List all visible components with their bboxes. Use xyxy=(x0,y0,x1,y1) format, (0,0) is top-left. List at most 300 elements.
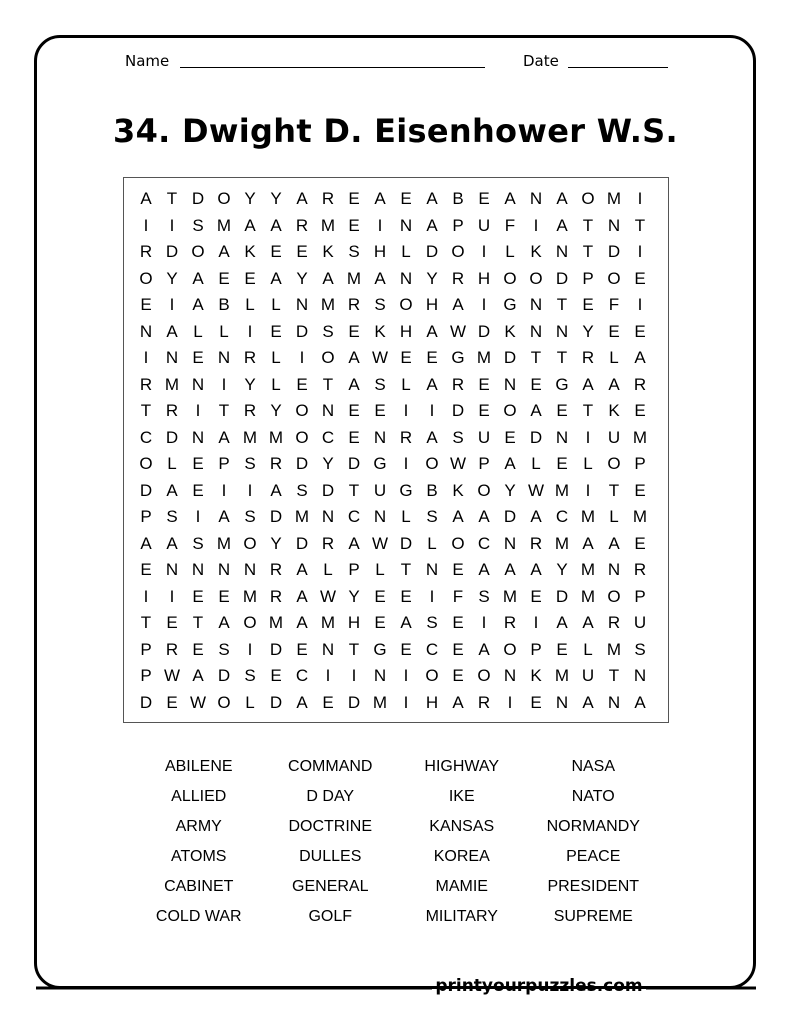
grid-cell[interactable]: D xyxy=(295,454,309,473)
grid-cell[interactable]: D xyxy=(399,533,413,553)
grid-cell[interactable]: E xyxy=(556,639,568,659)
grid-cell[interactable]: M xyxy=(320,613,336,632)
grid-cell[interactable]: E xyxy=(452,613,464,632)
grid-cell[interactable]: E xyxy=(556,454,568,473)
grid-cell[interactable]: Y xyxy=(582,321,594,341)
grid-cell[interactable]: Y xyxy=(244,189,256,208)
grid-cell[interactable]: E xyxy=(374,401,386,420)
grid-cell[interactable]: L xyxy=(245,692,255,712)
grid-cell[interactable]: R xyxy=(165,639,179,659)
grid-cell[interactable]: K xyxy=(452,480,464,500)
grid-cell[interactable]: F xyxy=(452,586,464,606)
grid-cell[interactable]: T xyxy=(400,560,412,579)
grid-cell[interactable]: A xyxy=(556,189,568,208)
grid-cell[interactable]: A xyxy=(556,215,568,235)
grid-cell[interactable]: K xyxy=(608,401,620,420)
grid-cell[interactable]: L xyxy=(323,560,333,579)
grid-cell[interactable]: T xyxy=(348,639,360,659)
grid-cell[interactable]: A xyxy=(192,666,204,685)
grid-cell[interactable]: A xyxy=(348,533,360,553)
grid-cell[interactable]: O xyxy=(451,533,465,553)
grid-cell[interactable]: N xyxy=(503,666,517,685)
grid-cell[interactable]: E xyxy=(218,586,230,606)
grid-cell[interactable]: O xyxy=(477,480,491,500)
grid-cell[interactable]: D xyxy=(295,321,309,341)
name-field[interactable] xyxy=(180,67,485,68)
grid-cell[interactable]: M xyxy=(606,189,622,208)
grid-cell[interactable]: N xyxy=(555,321,569,341)
grid-cell[interactable]: I xyxy=(403,401,409,420)
grid-cell[interactable]: E xyxy=(166,692,178,712)
grid-cell[interactable]: A xyxy=(530,507,542,526)
grid-cell[interactable]: I xyxy=(299,348,305,367)
grid-cell[interactable]: E xyxy=(348,189,360,208)
grid-cell[interactable]: E xyxy=(634,401,646,420)
grid-cell[interactable]: T xyxy=(634,215,646,235)
grid-cell[interactable]: C xyxy=(139,427,153,447)
grid-cell[interactable]: P xyxy=(218,454,230,473)
grid-cell[interactable]: L xyxy=(375,560,385,579)
grid-cell[interactable]: L xyxy=(401,242,411,261)
grid-cell[interactable]: I xyxy=(143,215,149,235)
grid-cell[interactable]: O xyxy=(607,268,621,288)
grid-cell[interactable]: S xyxy=(166,507,178,526)
grid-cell[interactable]: N xyxy=(529,189,543,208)
grid-cell[interactable]: S xyxy=(426,613,438,632)
grid-cell[interactable]: R xyxy=(321,533,335,553)
grid-cell[interactable]: G xyxy=(555,374,569,394)
grid-cell[interactable]: A xyxy=(426,427,438,447)
grid-cell[interactable]: D xyxy=(269,639,283,659)
grid-cell[interactable]: R xyxy=(451,268,465,288)
grid-cell[interactable]: R xyxy=(243,401,257,420)
grid-cell[interactable]: M xyxy=(372,692,388,712)
grid-cell[interactable]: O xyxy=(581,189,595,208)
grid-cell[interactable]: U xyxy=(581,666,595,685)
grid-cell[interactable]: W xyxy=(189,692,207,712)
grid-cell[interactable]: A xyxy=(478,639,490,659)
grid-cell[interactable]: A xyxy=(140,533,152,553)
grid-cell[interactable]: E xyxy=(478,374,490,394)
grid-cell[interactable]: O xyxy=(139,454,153,473)
grid-cell[interactable]: S xyxy=(322,321,334,341)
grid-cell[interactable]: D xyxy=(165,427,179,447)
grid-cell[interactable]: W xyxy=(163,666,181,685)
grid-cell[interactable]: I xyxy=(169,295,175,314)
grid-cell[interactable]: M xyxy=(268,427,284,447)
grid-cell[interactable]: E xyxy=(322,692,334,712)
grid-cell[interactable]: N xyxy=(295,295,309,314)
grid-cell[interactable]: H xyxy=(373,242,387,261)
grid-cell[interactable]: N xyxy=(165,348,179,367)
grid-cell[interactable]: N xyxy=(555,427,569,447)
grid-cell[interactable]: N xyxy=(399,268,413,288)
grid-cell[interactable]: M xyxy=(502,586,518,606)
grid-cell[interactable]: I xyxy=(481,295,487,314)
grid-cell[interactable]: R xyxy=(633,560,647,579)
grid-cell[interactable]: F xyxy=(504,215,516,235)
grid-cell[interactable]: S xyxy=(452,427,464,447)
grid-cell[interactable]: E xyxy=(400,189,412,208)
grid-cell[interactable]: O xyxy=(217,189,231,208)
grid-cell[interactable]: A xyxy=(296,189,308,208)
grid-cell[interactable]: M xyxy=(606,639,622,659)
grid-cell[interactable]: A xyxy=(582,533,594,553)
grid-cell[interactable]: A xyxy=(192,295,204,314)
grid-cell[interactable]: O xyxy=(451,242,465,261)
grid-cell[interactable]: L xyxy=(583,639,593,659)
grid-cell[interactable]: D xyxy=(503,348,517,367)
grid-cell[interactable]: A xyxy=(582,613,594,632)
grid-cell[interactable]: E xyxy=(348,321,360,341)
grid-cell[interactable]: E xyxy=(348,427,360,447)
grid-cell[interactable]: N xyxy=(633,666,647,685)
grid-cell[interactable]: E xyxy=(634,533,646,553)
grid-cell[interactable]: N xyxy=(191,374,205,394)
grid-cell[interactable]: T xyxy=(140,613,152,632)
grid-cell[interactable]: A xyxy=(530,401,542,420)
grid-cell[interactable]: A xyxy=(504,189,516,208)
grid-cell[interactable]: O xyxy=(607,454,621,473)
grid-cell[interactable]: A xyxy=(218,507,230,526)
grid-cell[interactable]: A xyxy=(400,613,412,632)
grid-cell[interactable]: L xyxy=(271,374,281,394)
grid-cell[interactable]: O xyxy=(607,586,621,606)
grid-cell[interactable]: M xyxy=(242,427,258,447)
grid-cell[interactable]: N xyxy=(191,560,205,579)
grid-cell[interactable]: A xyxy=(504,560,516,579)
grid-cell[interactable]: E xyxy=(582,295,594,314)
grid-cell[interactable]: E xyxy=(270,242,282,261)
grid-cell[interactable]: Y xyxy=(166,268,178,288)
grid-cell[interactable]: T xyxy=(166,189,178,208)
grid-cell[interactable]: C xyxy=(477,533,491,553)
grid-cell[interactable]: A xyxy=(296,613,308,632)
grid-cell[interactable]: O xyxy=(503,268,517,288)
grid-cell[interactable]: R xyxy=(529,533,543,553)
grid-cell[interactable]: N xyxy=(373,666,387,685)
grid-cell[interactable]: E xyxy=(244,268,256,288)
grid-cell[interactable]: S xyxy=(374,374,386,394)
grid-cell[interactable]: A xyxy=(556,613,568,632)
grid-cell[interactable]: P xyxy=(634,586,646,606)
grid-cell[interactable]: A xyxy=(582,374,594,394)
grid-cell[interactable]: E xyxy=(140,295,152,314)
grid-cell[interactable]: R xyxy=(399,427,413,447)
grid-cell[interactable]: M xyxy=(294,507,310,526)
grid-cell[interactable]: D xyxy=(139,692,153,712)
grid-cell[interactable]: K xyxy=(504,321,516,341)
grid-cell[interactable]: Y xyxy=(296,268,308,288)
grid-cell[interactable]: K xyxy=(244,242,256,261)
grid-cell[interactable]: R xyxy=(295,215,309,235)
grid-cell[interactable]: W xyxy=(371,533,389,553)
grid-cell[interactable]: I xyxy=(247,321,253,341)
grid-cell[interactable]: T xyxy=(530,348,542,367)
grid-cell[interactable]: N xyxy=(529,295,543,314)
grid-cell[interactable]: M xyxy=(320,295,336,314)
grid-cell[interactable]: N xyxy=(373,507,387,526)
grid-cell[interactable]: E xyxy=(634,321,646,341)
grid-cell[interactable]: W xyxy=(371,348,389,367)
grid-cell[interactable]: E xyxy=(166,613,178,632)
grid-cell[interactable]: A xyxy=(608,533,620,553)
grid-cell[interactable]: E xyxy=(218,268,230,288)
grid-cell[interactable]: D xyxy=(555,586,569,606)
grid-cell[interactable]: L xyxy=(401,507,411,526)
grid-cell[interactable]: S xyxy=(218,639,230,659)
grid-cell[interactable]: D xyxy=(529,427,543,447)
grid-cell[interactable]: P xyxy=(140,639,152,659)
grid-cell[interactable]: E xyxy=(192,639,204,659)
grid-cell[interactable]: M xyxy=(268,613,284,632)
grid-cell[interactable]: A xyxy=(322,268,334,288)
grid-cell[interactable]: R xyxy=(139,242,153,261)
grid-cell[interactable]: R xyxy=(607,613,621,632)
grid-cell[interactable]: I xyxy=(195,507,201,526)
grid-cell[interactable]: E xyxy=(504,427,516,447)
grid-cell[interactable]: I xyxy=(481,613,487,632)
grid-cell[interactable]: H xyxy=(425,295,439,314)
grid-cell[interactable]: W xyxy=(319,586,337,606)
grid-cell[interactable]: E xyxy=(348,401,360,420)
grid-cell[interactable]: L xyxy=(609,348,619,367)
grid-cell[interactable]: L xyxy=(271,295,281,314)
grid-cell[interactable]: L xyxy=(401,374,411,394)
grid-cell[interactable]: O xyxy=(425,454,439,473)
grid-cell[interactable]: S xyxy=(296,480,308,500)
grid-cell[interactable]: T xyxy=(556,348,568,367)
grid-cell[interactable]: N xyxy=(165,560,179,579)
grid-cell[interactable]: M xyxy=(346,268,362,288)
grid-cell[interactable]: W xyxy=(449,321,467,341)
grid-cell[interactable]: D xyxy=(139,480,153,500)
grid-cell[interactable]: R xyxy=(503,613,517,632)
grid-cell[interactable]: E xyxy=(192,348,204,367)
grid-cell[interactable]: T xyxy=(608,666,620,685)
grid-cell[interactable]: A xyxy=(244,215,256,235)
grid-cell[interactable]: N xyxy=(321,507,335,526)
grid-cell[interactable]: D xyxy=(347,692,361,712)
grid-cell[interactable]: O xyxy=(295,427,309,447)
grid-cell[interactable]: R xyxy=(165,401,179,420)
grid-cell[interactable]: R xyxy=(243,348,257,367)
grid-cell[interactable]: E xyxy=(374,613,386,632)
grid-cell[interactable]: P xyxy=(140,666,152,685)
grid-cell[interactable]: I xyxy=(637,295,643,314)
grid-cell[interactable]: K xyxy=(530,242,542,261)
grid-cell[interactable]: A xyxy=(348,348,360,367)
grid-cell[interactable]: E xyxy=(270,321,282,341)
grid-cell[interactable]: O xyxy=(529,268,543,288)
grid-cell[interactable]: T xyxy=(192,613,204,632)
grid-cell[interactable]: L xyxy=(505,242,515,261)
grid-cell[interactable]: O xyxy=(243,613,257,632)
grid-cell[interactable]: S xyxy=(426,507,438,526)
grid-cell[interactable]: A xyxy=(166,480,178,500)
grid-cell[interactable]: A xyxy=(296,560,308,579)
grid-cell[interactable]: P xyxy=(582,268,594,288)
grid-cell[interactable]: S xyxy=(374,295,386,314)
grid-cell[interactable]: A xyxy=(426,374,438,394)
grid-cell[interactable]: O xyxy=(295,401,309,420)
grid-cell[interactable]: E xyxy=(452,666,464,685)
grid-cell[interactable]: E xyxy=(452,639,464,659)
grid-cell[interactable]: G xyxy=(451,348,465,367)
grid-cell[interactable]: T xyxy=(582,401,594,420)
grid-cell[interactable]: S xyxy=(244,507,256,526)
grid-cell[interactable]: O xyxy=(477,666,491,685)
grid-cell[interactable]: G xyxy=(503,295,517,314)
grid-cell[interactable]: B xyxy=(426,480,438,500)
grid-cell[interactable]: A xyxy=(192,268,204,288)
grid-cell[interactable]: N xyxy=(321,639,335,659)
grid-cell[interactable]: E xyxy=(530,586,542,606)
grid-cell[interactable]: E xyxy=(296,639,308,659)
grid-cell[interactable]: A xyxy=(296,586,308,606)
grid-cell[interactable]: H xyxy=(399,321,413,341)
grid-cell[interactable]: Y xyxy=(270,189,282,208)
grid-cell[interactable]: P xyxy=(478,454,490,473)
grid-cell[interactable]: P xyxy=(140,507,152,526)
grid-cell[interactable]: N xyxy=(503,374,517,394)
grid-cell[interactable]: L xyxy=(427,533,437,553)
grid-cell[interactable]: L xyxy=(245,295,255,314)
grid-cell[interactable]: E xyxy=(634,268,646,288)
grid-cell[interactable]: D xyxy=(503,507,517,526)
grid-cell[interactable]: D xyxy=(347,454,361,473)
grid-cell[interactable]: I xyxy=(403,666,409,685)
grid-cell[interactable]: M xyxy=(580,586,596,606)
grid-cell[interactable]: U xyxy=(633,613,647,632)
grid-cell[interactable]: L xyxy=(583,454,593,473)
grid-cell[interactable]: R xyxy=(321,189,335,208)
grid-cell[interactable]: Y xyxy=(244,374,256,394)
grid-cell[interactable]: S xyxy=(634,639,646,659)
grid-cell[interactable]: L xyxy=(219,321,229,341)
grid-cell[interactable]: Y xyxy=(504,480,516,500)
grid-cell[interactable]: H xyxy=(477,268,491,288)
grid-cell[interactable]: M xyxy=(632,427,648,447)
grid-cell[interactable]: T xyxy=(322,374,334,394)
grid-cell[interactable]: A xyxy=(374,189,386,208)
grid-cell[interactable]: E xyxy=(400,639,412,659)
grid-cell[interactable]: D xyxy=(295,533,309,553)
grid-cell[interactable]: R xyxy=(269,560,283,579)
grid-cell[interactable]: R xyxy=(581,348,595,367)
grid-cell[interactable]: E xyxy=(140,560,152,579)
grid-cell[interactable]: Y xyxy=(270,533,282,553)
grid-cell[interactable]: L xyxy=(609,507,619,526)
grid-cell[interactable]: O xyxy=(217,692,231,712)
grid-cell[interactable]: E xyxy=(634,480,646,500)
grid-cell[interactable]: O xyxy=(321,348,335,367)
grid-cell[interactable]: I xyxy=(429,586,435,606)
grid-cell[interactable]: N xyxy=(321,401,335,420)
grid-cell[interactable]: I xyxy=(507,692,513,712)
grid-cell[interactable]: I xyxy=(247,480,253,500)
grid-cell[interactable]: E xyxy=(426,348,438,367)
grid-cell[interactable]: U xyxy=(477,215,491,235)
grid-cell[interactable]: D xyxy=(191,189,205,208)
grid-cell[interactable]: I xyxy=(221,480,227,500)
grid-cell[interactable]: I xyxy=(325,666,331,685)
grid-cell[interactable]: E xyxy=(192,454,204,473)
grid-cell[interactable]: P xyxy=(530,639,542,659)
grid-cell[interactable]: N xyxy=(555,692,569,712)
grid-cell[interactable]: E xyxy=(296,374,308,394)
grid-cell[interactable]: Y xyxy=(556,560,568,579)
grid-cell[interactable]: I xyxy=(585,427,591,447)
grid-cell[interactable]: M xyxy=(476,348,492,367)
grid-cell[interactable]: E xyxy=(556,401,568,420)
grid-cell[interactable]: K xyxy=(322,242,334,261)
grid-cell[interactable]: A xyxy=(452,507,464,526)
grid-cell[interactable]: A xyxy=(426,189,438,208)
grid-cell[interactable]: S xyxy=(192,215,204,235)
grid-cell[interactable]: R xyxy=(269,586,283,606)
grid-cell[interactable]: O xyxy=(399,295,413,314)
grid-cell[interactable]: I xyxy=(637,189,643,208)
grid-cell[interactable]: O xyxy=(191,242,205,261)
grid-cell[interactable]: D xyxy=(425,242,439,261)
grid-cell[interactable]: I xyxy=(143,586,149,606)
grid-cell[interactable]: M xyxy=(320,215,336,235)
grid-cell[interactable]: A xyxy=(608,374,620,394)
grid-cell[interactable]: E xyxy=(608,321,620,341)
grid-cell[interactable]: I xyxy=(533,613,539,632)
grid-cell[interactable]: I xyxy=(403,454,409,473)
grid-cell[interactable]: D xyxy=(217,666,231,685)
grid-cell[interactable]: M xyxy=(580,507,596,526)
grid-cell[interactable]: W xyxy=(527,480,545,500)
grid-cell[interactable]: I xyxy=(533,215,539,235)
grid-cell[interactable]: I xyxy=(585,480,591,500)
grid-cell[interactable]: N xyxy=(555,242,569,261)
grid-cell[interactable]: O xyxy=(243,533,257,553)
grid-cell[interactable]: A xyxy=(530,560,542,579)
grid-cell[interactable]: A xyxy=(426,215,438,235)
grid-cell[interactable]: I xyxy=(403,692,409,712)
grid-cell[interactable]: F xyxy=(608,295,620,314)
grid-cell[interactable]: P xyxy=(634,454,646,473)
grid-cell[interactable]: S xyxy=(192,533,204,553)
grid-cell[interactable]: S xyxy=(478,586,490,606)
grid-cell[interactable]: M xyxy=(242,586,258,606)
grid-cell[interactable]: A xyxy=(426,321,438,341)
grid-cell[interactable]: A xyxy=(634,348,646,367)
grid-cell[interactable]: I xyxy=(247,639,253,659)
grid-cell[interactable]: I xyxy=(169,586,175,606)
grid-cell[interactable]: O xyxy=(139,268,153,288)
grid-cell[interactable]: U xyxy=(607,427,621,447)
grid-cell[interactable]: C xyxy=(555,507,569,526)
grid-cell[interactable]: T xyxy=(218,401,230,420)
grid-cell[interactable]: R xyxy=(347,295,361,314)
grid-cell[interactable]: I xyxy=(351,666,357,685)
grid-cell[interactable]: K xyxy=(374,321,386,341)
grid-cell[interactable]: M xyxy=(216,215,232,235)
grid-cell[interactable]: M xyxy=(632,507,648,526)
grid-cell[interactable]: U xyxy=(477,427,491,447)
grid-cell[interactable]: U xyxy=(373,480,387,500)
grid-cell[interactable]: A xyxy=(270,480,282,500)
grid-cell[interactable]: M xyxy=(216,533,232,553)
grid-cell[interactable]: A xyxy=(270,268,282,288)
grid-cell[interactable]: M xyxy=(554,533,570,553)
grid-cell[interactable]: S xyxy=(244,666,256,685)
grid-cell[interactable]: E xyxy=(478,401,490,420)
